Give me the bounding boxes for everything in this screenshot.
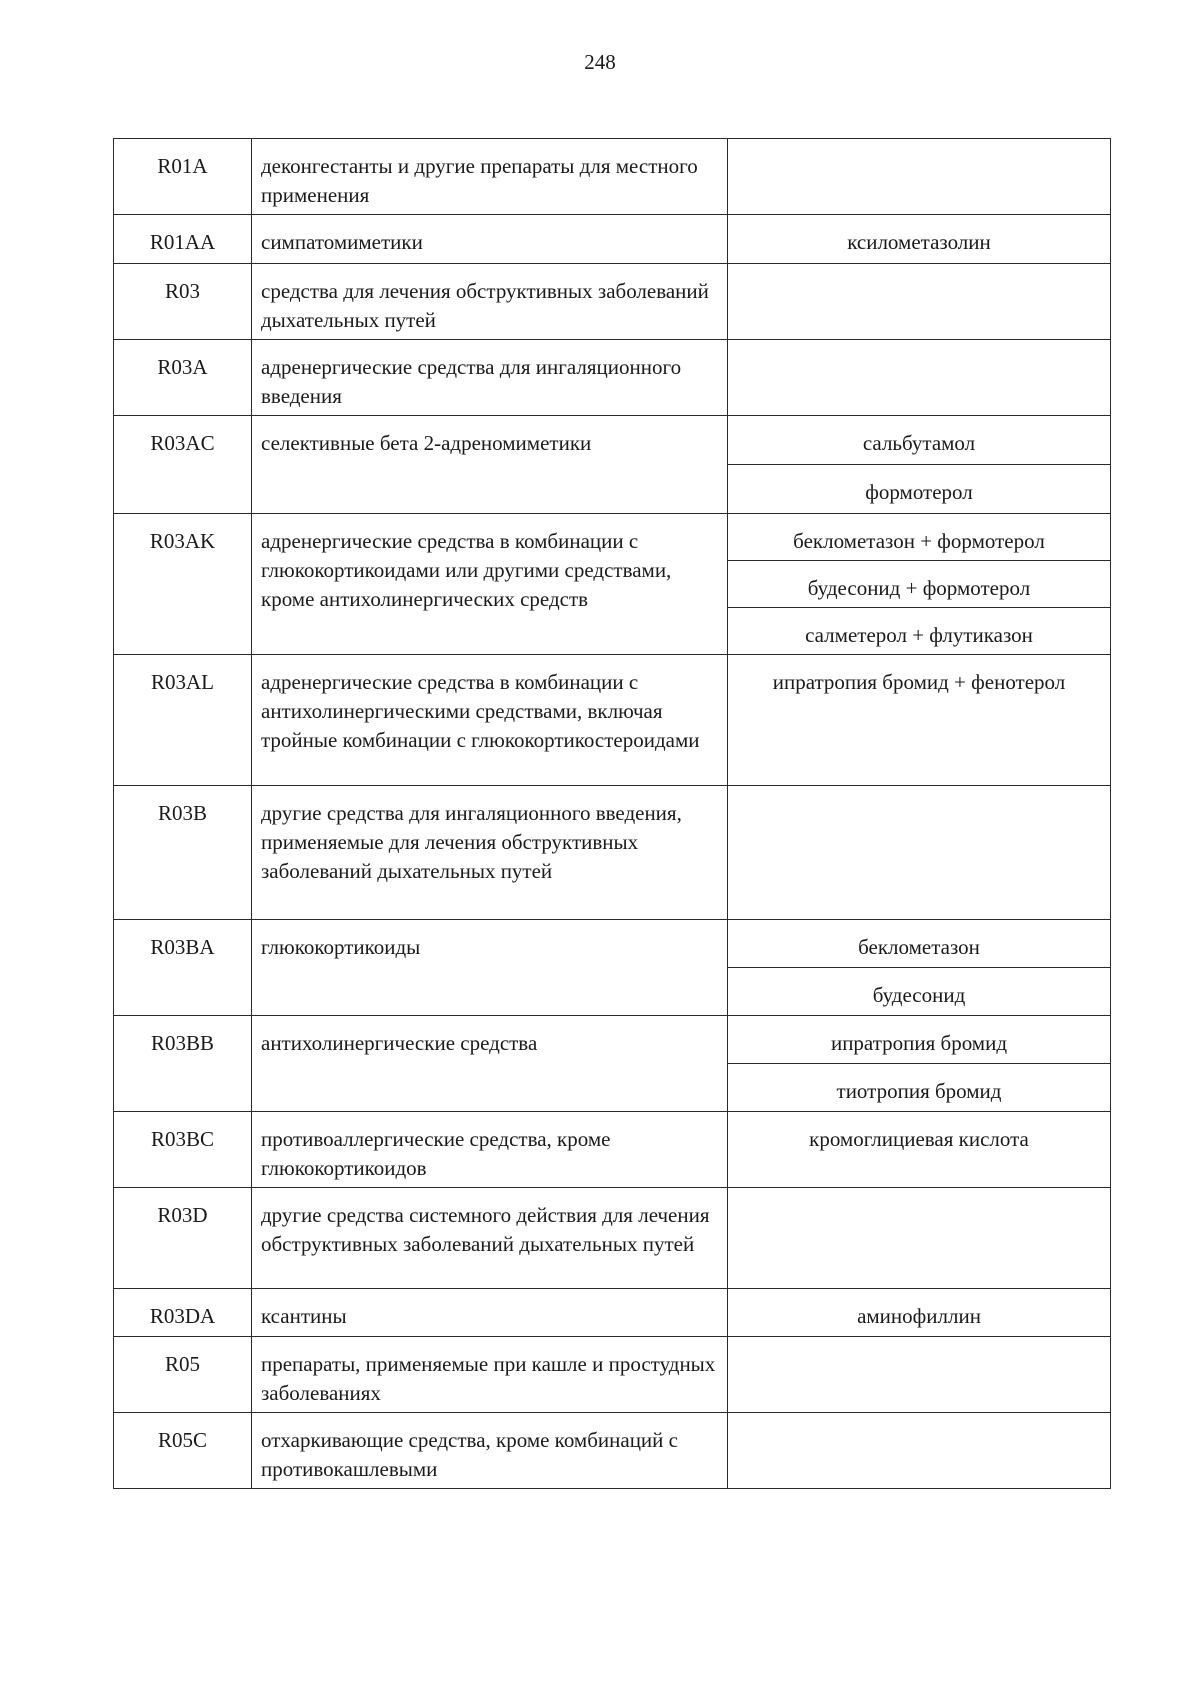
table-row (114, 139, 1111, 215)
empty-drug-cell (728, 139, 1111, 215)
atc-description-cell: деконгестанты и другие препараты для местного применения (252, 139, 728, 215)
empty-drug-cell (728, 340, 1111, 416)
drug-name-cell: тиотропия бромид (728, 1064, 1111, 1112)
drug-name-cell: будесонид + формотерол (728, 561, 1111, 608)
atc-description-cell: средства для лечения обструктивных заболеваний дыхательных путей (252, 264, 728, 340)
empty-drug-cell (728, 264, 1111, 340)
atc-description-cell: симпатомиметики (252, 215, 728, 264)
table-row (114, 215, 1111, 264)
atc-description-cell: адренергические средства в комбинации с антихолинергическими средствами, включая тройные комбинации с глюкокортикостероидами (252, 655, 728, 786)
drug-name-cell: ипратропия бромид (728, 1016, 1111, 1064)
drug-name-cell: аминофиллин (728, 1289, 1111, 1337)
empty-drug-cell (728, 786, 1111, 920)
drug-name-cell: будесонид (728, 968, 1111, 1016)
table-row (114, 416, 1111, 465)
drug-name-cell: салметерол + флутиказон (728, 608, 1111, 655)
table-row (114, 1337, 1111, 1413)
empty-drug-cell (728, 1188, 1111, 1289)
page-number: 248 (584, 50, 616, 74)
atc-description-cell: глюкокортикоиды (252, 920, 728, 1016)
table-row (114, 514, 1111, 561)
atc-code-cell: R05C (114, 1413, 252, 1489)
empty-drug-cell (728, 1337, 1111, 1413)
atc-description-cell: адренергические средства в комбинации с глюкокортикоидами или другими средствами, кроме антихолинергических средств (252, 514, 728, 655)
atc-code-cell: R03A (114, 340, 252, 416)
atc-description-cell: ксантины (252, 1289, 728, 1337)
atc-description-cell: отхаркивающие средства, кроме комбинаций с противокашлевыми (252, 1413, 728, 1489)
table-row (114, 340, 1111, 416)
atc-code-cell: R03AL (114, 655, 252, 786)
atc-code-cell: R03DA (114, 1289, 252, 1337)
atc-description-cell: другие средства для ингаляционного введения, применяемые для лечения обструктивных заболеваний дыхательных путей (252, 786, 728, 920)
atc-code-cell: R05 (114, 1337, 252, 1413)
atc-code-cell: R01AA (114, 215, 252, 264)
table-row (114, 1289, 1111, 1337)
atc-code-cell: R01A (114, 139, 252, 215)
atc-code-cell: R03 (114, 264, 252, 340)
atc-description-cell: адренергические средства для ингаляционного введения (252, 340, 728, 416)
table-row (114, 1016, 1111, 1064)
drug-name-cell: беклометазон (728, 920, 1111, 968)
drug-name-cell: формотерол (728, 465, 1111, 514)
atc-code-cell: R03BB (114, 1016, 252, 1112)
table-row (114, 264, 1111, 340)
atc-table (113, 138, 1111, 1489)
table-row (114, 920, 1111, 968)
empty-drug-cell (728, 1413, 1111, 1489)
table-row (114, 1413, 1111, 1489)
atc-code-cell: R03AC (114, 416, 252, 514)
table-row (114, 1112, 1111, 1188)
atc-code-cell: R03D (114, 1188, 252, 1289)
atc-code-cell: R03B (114, 786, 252, 920)
atc-description-cell: противоаллергические средства, кроме глюкокортикоидов (252, 1112, 728, 1188)
table-row (114, 1188, 1111, 1289)
atc-description-cell: антихолинергические средства (252, 1016, 728, 1112)
drug-name-cell: кромоглициевая кислота (728, 1112, 1111, 1188)
drug-name-cell: беклометазон + формотерол (728, 514, 1111, 561)
atc-description-cell: другие средства системного действия для лечения обструктивных заболеваний дыхательных путей (252, 1188, 728, 1289)
atc-code-cell: R03BC (114, 1112, 252, 1188)
drug-name-cell: ипратропия бромид + фенотерол (728, 655, 1111, 786)
table-row (114, 655, 1111, 786)
atc-description-cell: препараты, применяемые при кашле и простудных заболеваниях (252, 1337, 728, 1413)
table-row (114, 786, 1111, 920)
atc-code-cell: R03BA (114, 920, 252, 1016)
drug-name-cell: ксилометазолин (728, 215, 1111, 264)
atc-code-cell: R03AK (114, 514, 252, 655)
drug-name-cell: сальбутамол (728, 416, 1111, 465)
atc-description-cell: селективные бета 2-адреномиметики (252, 416, 728, 514)
